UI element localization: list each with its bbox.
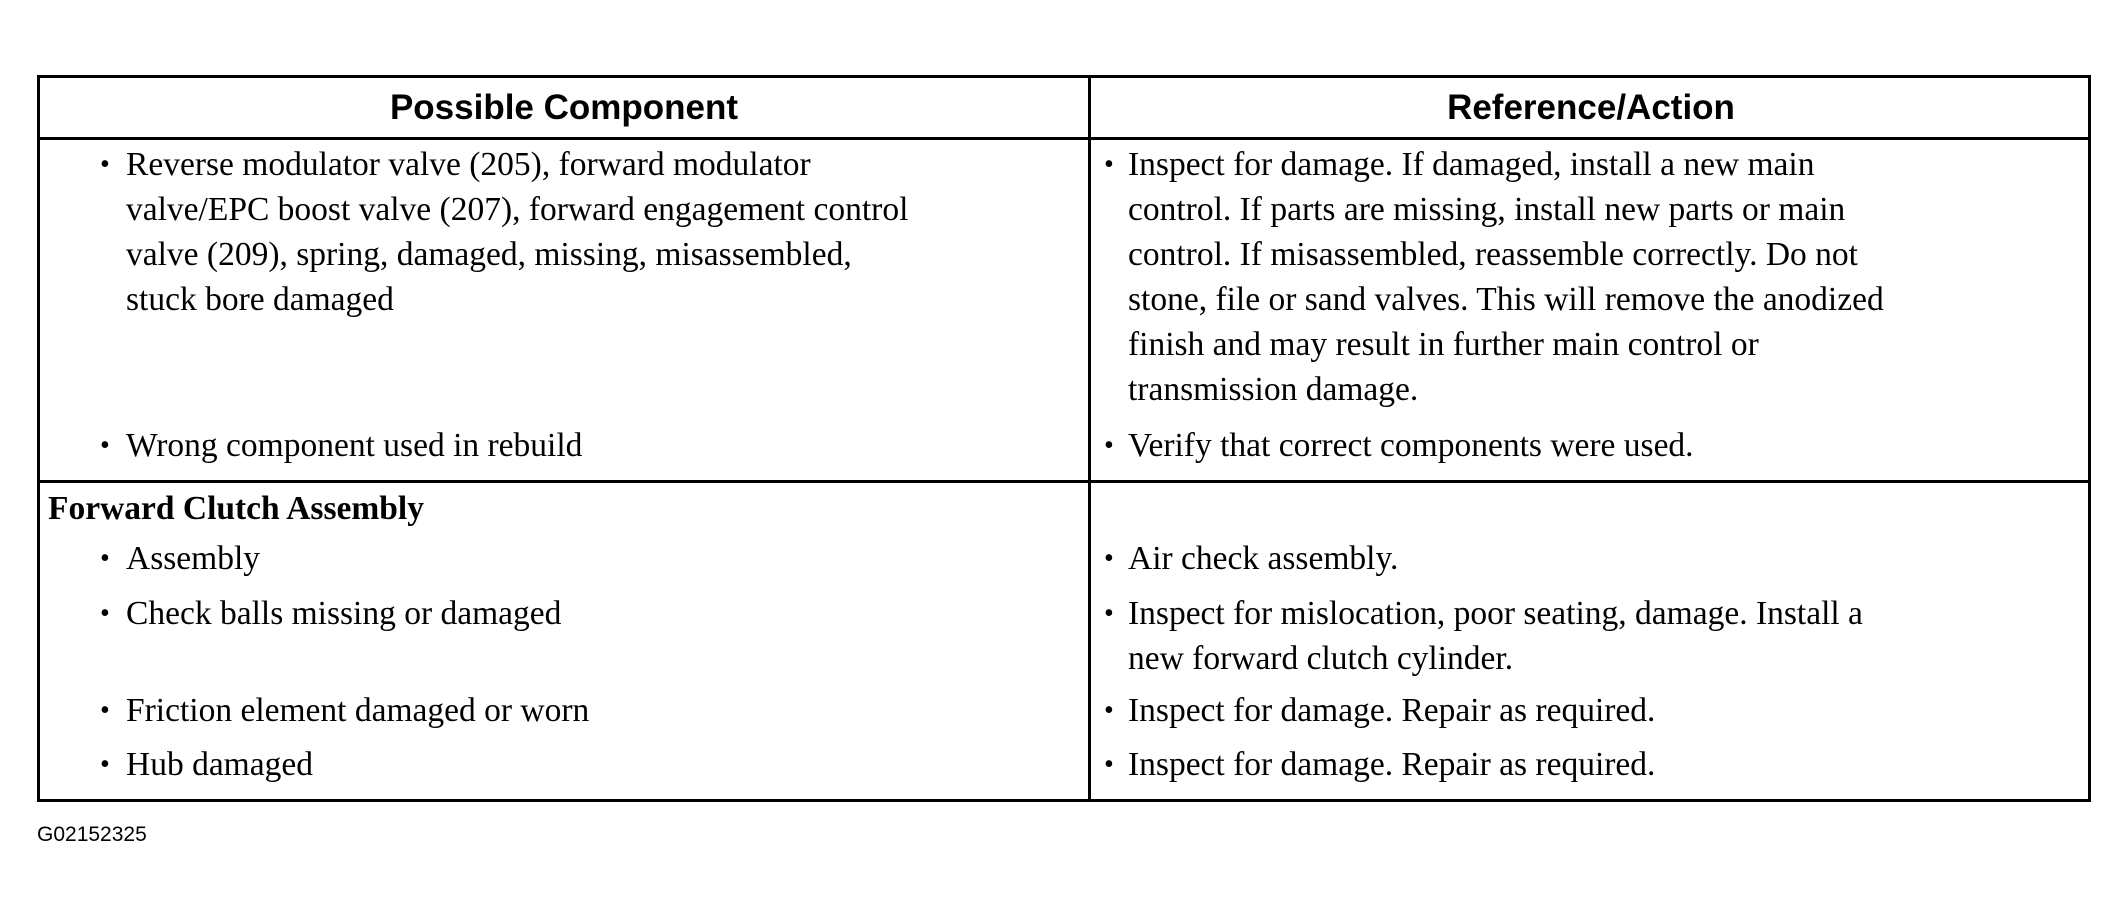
action-text: control. If parts are missing, install new parts or main bbox=[1128, 191, 1846, 228]
action-text: Inspect for mislocation, poor seating, damage. Install a bbox=[1128, 595, 1863, 632]
bullet-icon: • bbox=[1104, 598, 1114, 629]
header-reference-action: Reference/Action bbox=[1447, 88, 1735, 127]
action-text: new forward clutch cylinder. bbox=[1128, 640, 1514, 677]
bullet-icon: • bbox=[100, 149, 110, 180]
bullet-icon: • bbox=[1104, 430, 1114, 461]
component-text: stuck bore damaged bbox=[126, 281, 394, 318]
action-text: Inspect for damage. Repair as required. bbox=[1128, 692, 1656, 729]
action-text: Air check assembly. bbox=[1128, 540, 1399, 577]
column-divider bbox=[1088, 78, 1091, 799]
bullet-icon: • bbox=[1104, 695, 1114, 726]
diagnostic-table bbox=[37, 75, 2091, 802]
table-header-row bbox=[40, 78, 2088, 140]
component-text: Assembly bbox=[126, 540, 260, 577]
bullet-icon: • bbox=[100, 543, 110, 574]
action-text: Inspect for damage. Repair as required. bbox=[1128, 746, 1656, 783]
component-text: Wrong component used in rebuild bbox=[126, 427, 583, 464]
action-text: Inspect for damage. If damaged, install a new main bbox=[1128, 146, 1815, 183]
bullet-icon: • bbox=[100, 749, 110, 780]
action-text: finish and may result in further main control or bbox=[1128, 326, 1759, 363]
bullet-icon: • bbox=[1104, 149, 1114, 180]
bullet-icon: • bbox=[100, 430, 110, 461]
bullet-icon: • bbox=[1104, 543, 1114, 574]
action-text: transmission damage. bbox=[1128, 371, 1419, 408]
action-text: stone, file or sand valves. This will remove the anodized bbox=[1128, 281, 1884, 318]
header-possible-component: Possible Component bbox=[389, 88, 739, 127]
bullet-icon: • bbox=[100, 598, 110, 629]
component-text: Reverse modulator valve (205), forward modulator bbox=[126, 146, 811, 183]
bullet-icon: • bbox=[1104, 749, 1114, 780]
figure-id-label: G02152325 bbox=[37, 823, 147, 846]
section-divider bbox=[40, 480, 2088, 483]
component-text: Check balls missing or damaged bbox=[126, 595, 562, 632]
component-text: Friction element damaged or worn bbox=[126, 692, 590, 729]
action-text: Verify that correct components were used. bbox=[1128, 427, 1694, 464]
bullet-icon: • bbox=[100, 695, 110, 726]
component-text: valve (209), spring, damaged, missing, misassembled, bbox=[126, 236, 852, 273]
action-text: control. If misassembled, reassemble correctly. Do not bbox=[1128, 236, 1858, 273]
section-title-forward-clutch: Forward Clutch Assembly bbox=[48, 490, 424, 527]
component-text: valve/EPC boost valve (207), forward engagement control bbox=[126, 191, 909, 228]
component-text: Hub damaged bbox=[126, 746, 313, 783]
